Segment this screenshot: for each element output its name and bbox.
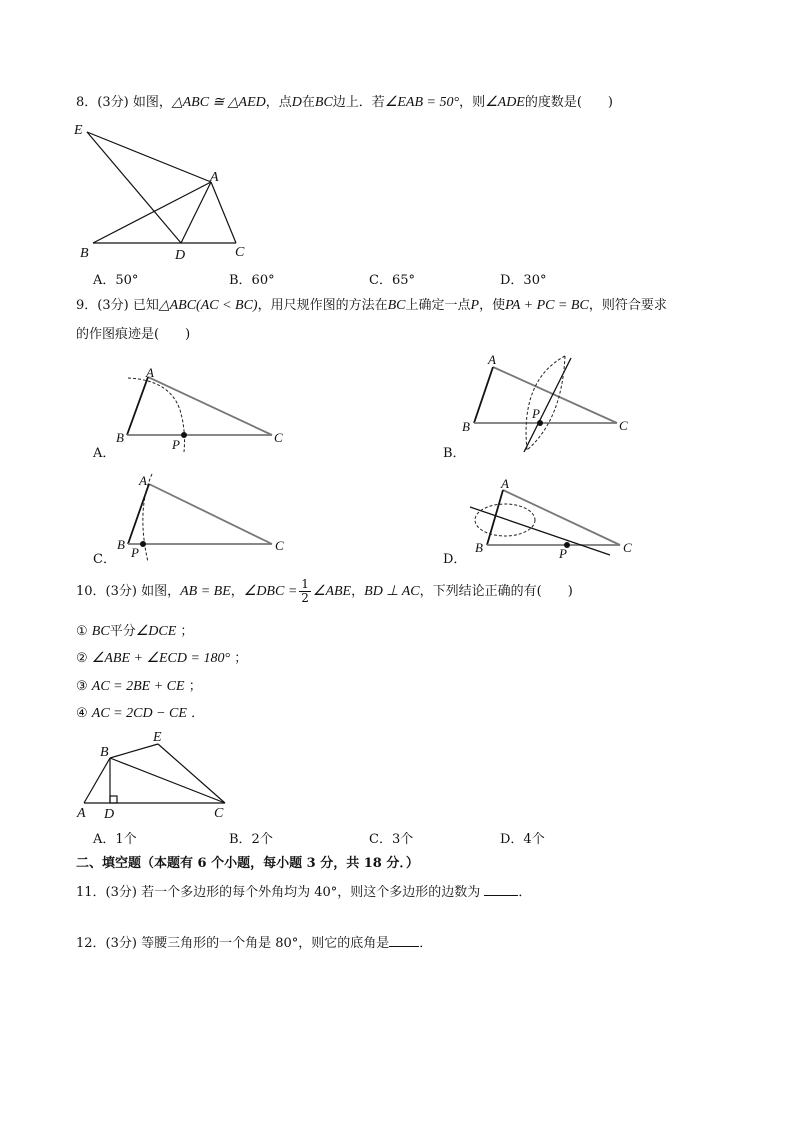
q9b-point-P: P: [532, 406, 540, 421]
q9b-point-C: C: [619, 418, 628, 433]
q8-point-D: D: [175, 248, 186, 263]
q8-option-c[interactable]: C．65°: [369, 273, 415, 288]
q12-stem: 12．(3分) 等腰三角形的一个角是 80°，则它的底角是 ．: [76, 936, 433, 951]
q9d-point-C: C: [623, 540, 632, 555]
q9b-point-B: B: [462, 419, 470, 434]
q9-option-d-label: D．: [443, 552, 467, 567]
q10-conclusion-2: ② ∠ABE + ∠ECD = 180° ；: [76, 651, 248, 666]
q9-option-b-label: B．: [443, 446, 466, 461]
q10-point-C: C: [214, 806, 224, 821]
q8-point-B: B: [80, 246, 89, 261]
q10-conclusion-4: ④ AC = 2CD − CE ．: [76, 706, 205, 721]
q10-conclusion-3: ③ AC = 2BE + CE ；: [76, 679, 202, 694]
q10-stem: 10．(3分) 如图，AB = BE，∠DBC = $\frac{1}{2}$ ∠ABE，BD ⊥ AC，下列结论正确的有( ): [76, 577, 573, 605]
q9b-point-A: A: [488, 352, 496, 367]
q9-option-c-label: C．: [93, 552, 116, 567]
q9-figure-d: [470, 490, 620, 555]
q12-answer-blank[interactable]: [389, 934, 419, 947]
q9c-point-A: A: [139, 473, 147, 488]
q9d-point-B: B: [475, 540, 483, 555]
q11-stem: 11．(3分) 若一个多边形的每个外角均为 40°，则这个多边形的边数为 ．: [76, 885, 532, 900]
q10-fraction: $\frac{1}{2}$: [301, 577, 309, 605]
q10-point-A: A: [77, 806, 86, 821]
q9c-point-P: P: [131, 545, 139, 560]
q9-stem-line2: 的作图痕迹是( ): [76, 327, 191, 342]
q10-option-a[interactable]: A．1个: [93, 832, 137, 847]
q8-point-A: A: [210, 170, 219, 185]
q9a-point-C: C: [274, 430, 283, 445]
q10-option-c[interactable]: C．3个: [369, 832, 414, 847]
q10-option-d[interactable]: D．4个: [500, 832, 545, 847]
q9a-point-A: A: [146, 365, 154, 380]
q8-option-d[interactable]: D．30°: [500, 273, 547, 288]
q9c-point-C: C: [275, 538, 284, 553]
section-title-fill-in: 二、填空题（本题有 6 个小题，每小题 3 分，共 18 分．）: [76, 856, 419, 871]
q10-option-b[interactable]: B．2个: [229, 832, 273, 847]
q9-option-a-label: A．: [93, 446, 116, 461]
q8-figure: [87, 132, 236, 243]
q8-point-E: E: [74, 123, 83, 138]
q8-option-a[interactable]: A．50°: [93, 273, 139, 288]
q9-stem: 9．(3分) 已知△ABC(AC < BC)，用尺规作图的方法在BC上确定一点P，使PA + PC = BC，则符合要求: [76, 298, 667, 313]
q10-point-E: E: [153, 730, 162, 745]
q8-point-C: C: [235, 245, 245, 260]
q9a-point-P: P: [172, 437, 180, 452]
q9a-point-B: B: [116, 430, 124, 445]
q9c-point-B: B: [117, 537, 125, 552]
q9-figure-a: [127, 377, 272, 452]
q11-answer-blank[interactable]: [484, 883, 518, 896]
q8-option-b[interactable]: B．60°: [229, 273, 275, 288]
q9d-point-A: A: [501, 476, 509, 491]
q10-conclusion-1: ① BC平分∠DCE ；: [76, 624, 194, 639]
q9d-point-P: P: [559, 546, 567, 561]
q10-point-B: B: [100, 745, 109, 760]
q9-figure-c: [128, 474, 272, 562]
q8-stem: 8．(3分) 如图，△ABC ≅ △AED，点D在BC边上．若∠EAB = 50°，则∠ADE的度数是( ): [76, 95, 614, 110]
q10-point-D: D: [104, 807, 115, 822]
q9-figure-b: [474, 356, 617, 452]
